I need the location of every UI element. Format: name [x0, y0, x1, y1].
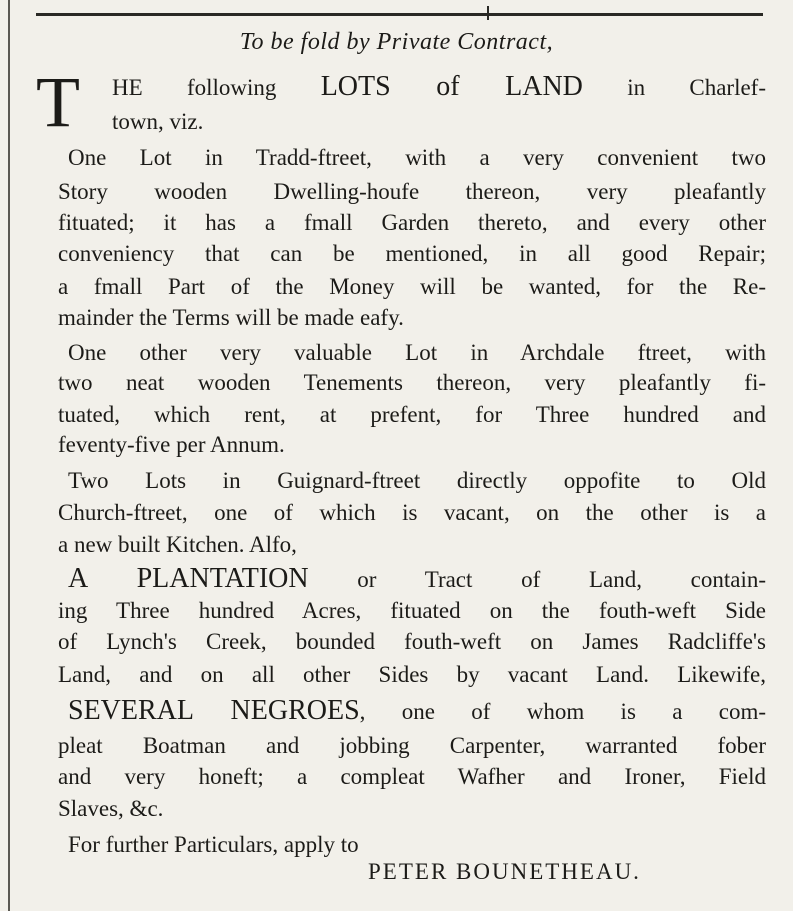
advert-line [58, 303, 766, 333]
line-text: town, viz. [112, 109, 204, 134]
advert-line [58, 400, 766, 430]
line-text: Church-ftreet, one of which is vacant, on the other is a [58, 500, 766, 525]
line-text: One Lot in Tradd-ftreet, with a very convenient two [68, 145, 766, 170]
advert-line [68, 696, 766, 726]
line-text: a fmall Part of the Money will be wanted, for the Re- [58, 274, 766, 299]
column-rule-left [8, 0, 10, 911]
line-text: or Tract of Land, contain- [308, 567, 766, 592]
advert-line [58, 660, 766, 690]
line-text: ing Three hundred Acres, fituated on the fouth-weft Side [58, 598, 766, 623]
advert-caption: To be fold by Private Contract, [239, 29, 554, 55]
emphasized-text: SEVERAL NEGROES [68, 696, 360, 726]
advert-line [58, 498, 766, 528]
advert-line [68, 466, 766, 496]
advert-line [58, 627, 766, 657]
line-text: tuated, which rent, at prefent, for Three hundred and [58, 402, 766, 427]
line-text: Slaves, &c. [58, 796, 164, 821]
line-text: mainder the Terms will be made eafy. [58, 305, 404, 330]
advert-line [58, 794, 766, 824]
line-text: fituated; it has a fmall Garden thereto, and every other [58, 210, 766, 235]
advert-line [58, 177, 766, 207]
line-text: a new built Kitchen. Alfo, [58, 532, 297, 557]
advert-line [58, 368, 766, 398]
advert-line [58, 430, 766, 460]
line-text: Two Lots in Guignard-ftreet directly oppofite to Old [68, 468, 766, 493]
advert-line [58, 239, 766, 269]
line-text: pleat Boatman and jobbing Carpenter, warranted fober [58, 733, 766, 758]
line-text: feventy-five per Annum. [58, 432, 285, 457]
drop-cap: T [36, 62, 80, 142]
line-text: in Charlef- [582, 75, 766, 100]
emphasized-text: A PLANTATION [68, 564, 309, 594]
advert-line [58, 272, 766, 302]
line-text: , one of whom is a com- [359, 699, 766, 724]
advert-line [58, 596, 766, 626]
advert-line [68, 564, 766, 594]
line-text: For further Particulars, apply to [68, 832, 359, 857]
line-text: Story wooden Dwelling-houfe thereon, very pleafantly [58, 179, 766, 204]
line-text: One other very valuable Lot in Archdale ftreet, with [68, 340, 766, 365]
top-rule-tick [487, 6, 489, 20]
line-text: conveniency that can be mentioned, in all good Repair; [58, 241, 766, 266]
advert-line [58, 530, 766, 560]
line-text: Land, and on all other Sides by vacant Land. Likewife, [58, 662, 766, 687]
line-text: of Lynch's Creek, bounded fouth-weft on James Radcliffe's [58, 629, 766, 654]
advert-line [68, 830, 766, 860]
advert-line [58, 208, 766, 238]
advert-line [112, 72, 766, 102]
line-text: two neat wooden Tenements thereon, very pleafantly fi- [58, 370, 766, 395]
advert-line [58, 731, 766, 761]
advert-line [68, 143, 766, 173]
line-text: HE following [112, 75, 321, 100]
signature: PETER BOUNETHEAU. [368, 859, 641, 884]
emphasized-text: LOTS of LAND [320, 72, 583, 102]
advert-line [68, 338, 766, 368]
advert-line [112, 107, 766, 137]
top-rule [36, 13, 763, 16]
line-text: and very honeft; a compleat Wafher and Ironer, Field [58, 764, 766, 789]
advert-line [58, 762, 766, 792]
